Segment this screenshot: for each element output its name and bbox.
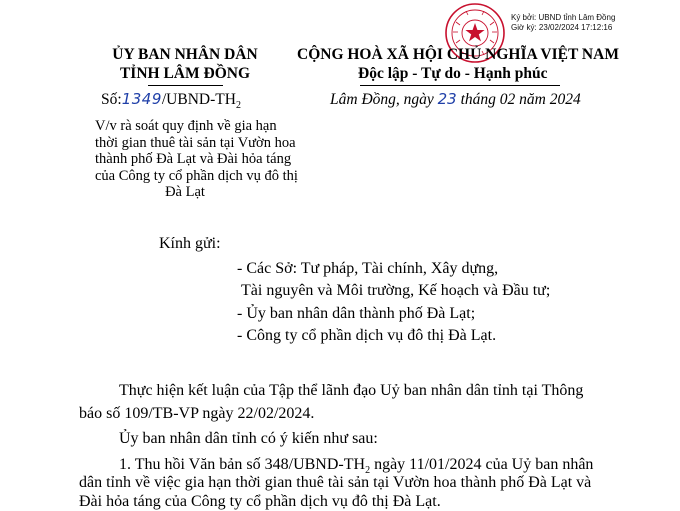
- date-prefix: Lâm Đồng, ngày: [330, 91, 434, 108]
- body-para1-line2: báo số 109/TB-VP ngày 22/02/2024.: [79, 405, 315, 422]
- body-item1-line2: dân tỉnh về việc gia hạn thời gian thuê tài sản tại Vườn hoa thành phố Đà Lạt và: [79, 474, 592, 491]
- motto-underline: [360, 85, 560, 86]
- national-motto: Độc lập - Tự do - Hạnh phúc: [358, 65, 548, 82]
- issue-date: [330, 90, 581, 109]
- item1-text-a: 1. Thu hồi Văn bản số 348/UBND-TH: [119, 456, 366, 473]
- recipient-line: Tài nguyên và Môi trường, Kế hoạch và Đầu tư;: [241, 282, 551, 299]
- doc-no-prefix: Số:: [101, 91, 122, 108]
- body-para2: Ủy ban nhân dân tỉnh có ý kiến như sau:: [119, 430, 378, 447]
- document-number: [101, 90, 241, 115]
- issuer-line1: ỦY BAN NHÂN DÂN: [112, 46, 258, 63]
- body-item1-line3: Đài hỏa táng của Công ty cổ phần dịch vụ đô thị Đà Lạt.: [79, 493, 441, 510]
- subject-line: thành phố Đà Lạt và Đài hỏa táng: [95, 151, 292, 167]
- recipient-line: - Công ty cổ phần dịch vụ đô thị Đà Lạt.: [237, 327, 497, 344]
- subject-line: thời gian thuê tài sản tại Vườn hoa: [95, 134, 296, 151]
- signature-info: [511, 13, 615, 33]
- subject-line: Đà Lạt: [165, 184, 205, 200]
- recipients-heading: Kính gửi:: [159, 235, 221, 252]
- subject-line: của Công ty cổ phần dịch vụ đô thị: [95, 167, 298, 184]
- sign-time-text: Giờ ký: 23/02/2024 17:12:16: [511, 23, 613, 32]
- doc-no-suffix: /UBND-TH: [161, 91, 236, 108]
- recipient-line: - Ủy ban nhân dân thành phố Đà Lạt;: [237, 305, 476, 322]
- body-para1-line1: Thực hiện kết luận của Tập thể lãnh đạo Uỷ ban nhân dân tỉnh tại Thông: [119, 382, 584, 399]
- issuer-line2: TỈNH LÂM ĐỒNG: [119, 65, 251, 82]
- date-day-handwritten: 23: [437, 90, 457, 108]
- item1-subscript: 2: [365, 465, 371, 477]
- signer-text: Ký bởi: UBND tỉnh Lâm Đồng: [511, 13, 616, 22]
- national-title: CỘNG HOÀ XÃ HỘI CHỦ NGHĨA VIỆT NAM: [297, 46, 619, 63]
- doc-no-handwritten: 1349: [121, 90, 162, 108]
- doc-no-subscript: 2: [235, 100, 241, 112]
- item1-text-b: ngày 11/01/2024 của Uỷ ban nhân: [370, 456, 594, 473]
- subject-line: V/v rà soát quy định về gia hạn: [95, 118, 277, 134]
- date-suffix: tháng 02 năm 2024: [460, 91, 581, 108]
- issuer-underline: [148, 85, 223, 86]
- subject-block: [95, 118, 298, 201]
- recipient-line: - Các Sở: Tư pháp, Tài chính, Xây dựng,: [237, 260, 499, 277]
